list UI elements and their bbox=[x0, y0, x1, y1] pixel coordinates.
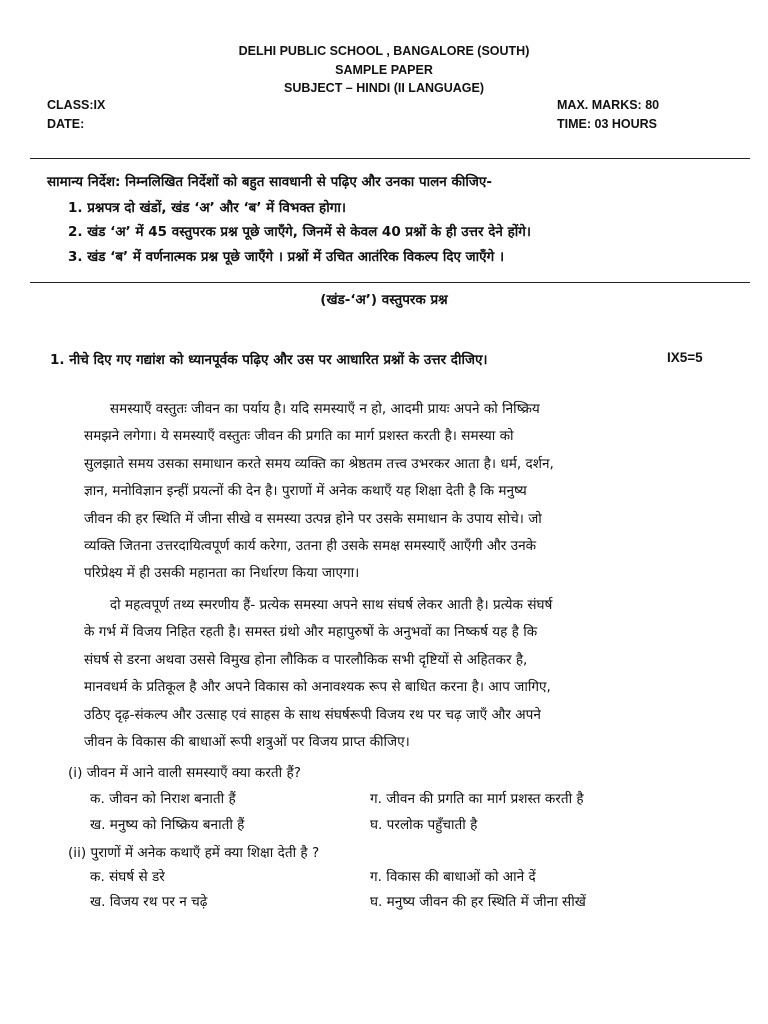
max-marks-label: MAX. MARKS: 80 bbox=[557, 98, 660, 112]
question-1-marks: IX5=5 bbox=[667, 350, 703, 365]
passage-line: समझने लगेगा। ये समस्याएँ वस्तुतः जीवन की प्रगति का मार्ग प्रशस्त करती है। समस्या को bbox=[84, 428, 514, 445]
class-label: CLASS:IX bbox=[47, 98, 106, 112]
passage-line: ज्ञान, मनोविज्ञान इन्हीं प्रयत्नों की देन है। पुराणों में अनेक कथाएँ यह शिक्षा देती है कि मनुष्य bbox=[84, 483, 527, 500]
passage-line: मानवधर्म के प्रतिकूल है और अपने विकास को अनावश्यक रूप से बाधित करना है। आप जागिए, bbox=[84, 679, 551, 696]
passage-line: संघर्ष से डरना अथवा उससे विमुख होना लौकिक व पारलौकिक सभी दृष्टियों से अहितकर है, bbox=[84, 651, 528, 668]
passage-line: उठिए दृढ़-संकल्प और उत्साह एवं साहस के साथ संघर्षरूपी विजय रथ पर चढ़ जाएँ और अपने bbox=[84, 706, 541, 723]
instructions-heading: सामान्य निर्देश: निम्नलिखित निर्देशों को बहुत सावधानी से पढ़िए और उनका पालन कीजिए- bbox=[47, 174, 492, 190]
school-name: DELHI PUBLIC SCHOOL , BANGALORE (SOUTH) bbox=[238, 44, 530, 58]
instruction-item: 3. खंड ‘ब’ में वर्णनात्मक प्रश्न पूछे जाएँगे । प्रश्नों में उचित आतंरिक विकल्प दिए जाएँगे । bbox=[68, 249, 505, 265]
passage-line: परिप्रेक्ष्य में ही उसकी महानता का निर्धारण किया जाएगा। bbox=[84, 565, 360, 582]
passage-line: दो महत्वपूर्ण तथ्य स्मरणीय हैं- प्रत्येक समस्या अपने साथ संघर्ष लेकर आती है। प्रत्येक संघर्ष bbox=[84, 597, 553, 613]
passage-paragraph-1 bbox=[84, 396, 696, 588]
question-1-text: 1. नीचे दिए गए गद्यांश को ध्यानपूर्वक पढ़िए और उस पर आधारित प्रश्नों के उत्तर दीजिए। bbox=[50, 352, 488, 368]
instruction-item: 1. प्रश्नपत्र दो खंडों, खंड ‘अ’ और ‘ब’ में विभक्त होगा। bbox=[68, 200, 346, 216]
divider-top bbox=[30, 158, 750, 159]
subquestion-2: (ii) पुराणों में अनेक कथाएँ हमें क्या शिक्षा देती है ? bbox=[68, 845, 320, 861]
passage-line: जीवन की हर स्थिति में जीना सीखे व समस्या उत्पन्न होने पर उसके समाधान के उपाय सोचे। जो bbox=[84, 510, 542, 527]
instruction-item: 2. खंड ‘अ’ में 45 वस्तुपरक प्रश्न पूछे जाएँगे, जिनमें से केवल 40 प्रश्नों के ही उत्तर देने होंगे। bbox=[68, 224, 531, 240]
divider-bottom bbox=[30, 282, 750, 283]
option-ka: क. जीवन को निराश बनाती हैं bbox=[90, 791, 236, 807]
date-label: DATE: bbox=[47, 117, 85, 131]
option-gha: घ. मनुष्य जीवन की हर स्थिति में जीना सीखें bbox=[370, 894, 586, 910]
option-ga: ग. जीवन की प्रगति का मार्ग प्रशस्त करती है bbox=[370, 791, 584, 807]
option-gha: घ. परलोक पहुँचाती है bbox=[370, 817, 478, 833]
subject-line: SUBJECT – HINDI (II LANGUAGE) bbox=[283, 81, 484, 95]
passage-line: सुलझाते समय उसका समाधान करते समय व्यक्ति का श्रेष्ठतम तत्त्व उभरकर आता है। धर्म, दर्शन, bbox=[84, 455, 554, 472]
paper-type: SAMPLE PAPER bbox=[335, 63, 433, 77]
passage-line: के गर्भ में विजय निहित रहती है। समस्त ग्रंथो और महापुरुषों के अनुभवों का निष्कर्ष यह है कि bbox=[84, 624, 538, 641]
option-kha: ख. विजय रथ पर न चढ़े bbox=[90, 894, 208, 910]
passage-line: जीवन के विकास की बाधाओं रूपी शत्रुओं पर विजय प्राप्त कीजिए। bbox=[84, 734, 410, 751]
passage-line: व्यक्ति जितना उत्तरदायित्वपूर्ण कार्य करेगा, उतना ही उसके समक्ष समस्याएँ आएँगी और उनके bbox=[84, 538, 537, 555]
passage-paragraph-2 bbox=[84, 592, 696, 756]
option-ga: ग. विकास की बाधाओं को आने दें bbox=[370, 869, 536, 885]
option-ka: क. संघर्ष से डरे bbox=[90, 869, 165, 885]
option-kha: ख. मनुष्य को निष्क्रिय बनाती हैं bbox=[90, 817, 245, 833]
subquestion-1: (i) जीवन में आने वाली समस्याएँ क्या करती हैं? bbox=[68, 765, 301, 781]
passage-line: समस्याएँ वस्तुतः जीवन का पर्याय है। यदि समस्याएँ न हो, आदमी प्रायः अपने को निष्क्रिय bbox=[84, 401, 540, 417]
time-label: TIME: 03 HOURS bbox=[557, 117, 658, 131]
section-title: (खंड-‘अ’) वस्तुपरक प्रश्न bbox=[320, 292, 448, 308]
